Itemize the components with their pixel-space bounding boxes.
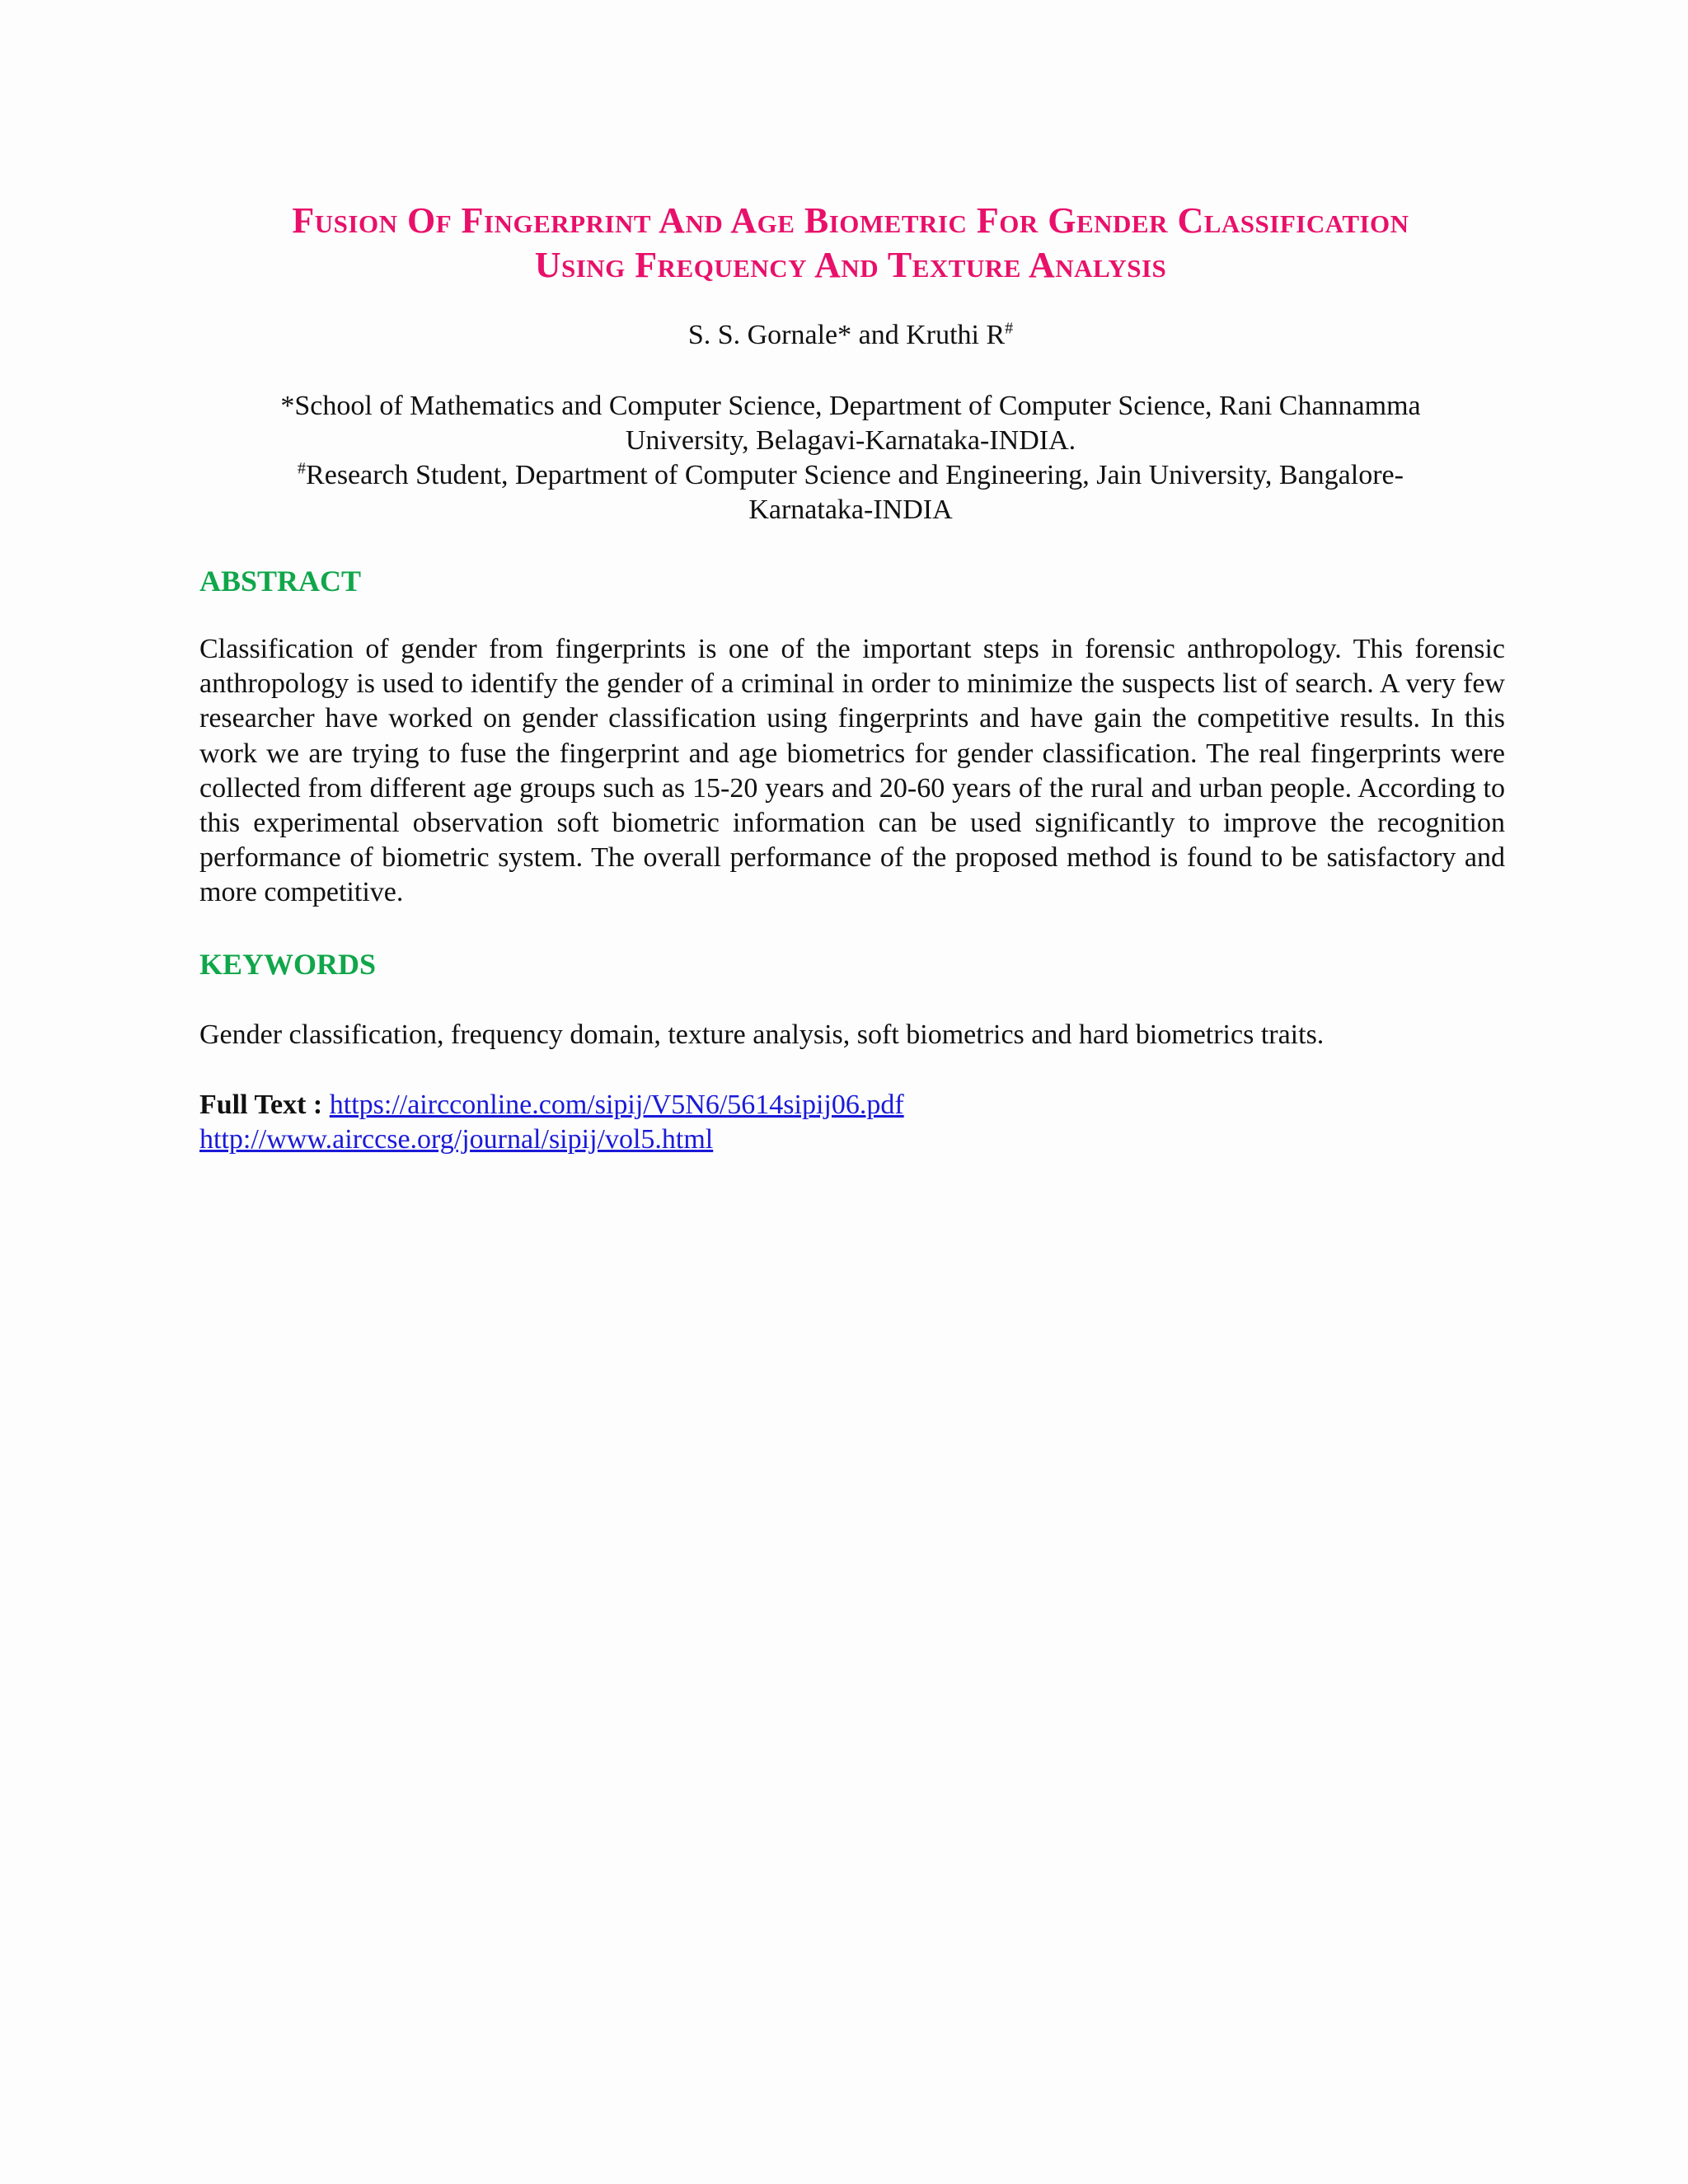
affiliation-2-line-1 bbox=[199, 458, 1502, 493]
affiliation-1-line-1: *School of Mathematics and Computer Science, Department of Computer Science, Rani Channamma bbox=[280, 391, 1421, 421]
full-text-line bbox=[199, 1088, 904, 1122]
paper-title-line-2: Using Frequency And Texture Analysis bbox=[534, 245, 1167, 285]
paper-title-line-1: Fusion Of Fingerprint And Age Biometric For Gender Classification bbox=[292, 200, 1409, 241]
author-list bbox=[199, 318, 1502, 353]
journal-volume-link[interactable]: http://www.airccse.org/journal/sipij/vol5.html bbox=[199, 1124, 714, 1155]
abstract-heading: ABSTRACT bbox=[199, 565, 362, 598]
affiliation-1-line-2: University, Belagavi-Karnataka-INDIA. bbox=[625, 425, 1076, 456]
keywords-body: Gender classification, frequency domain, texture analysis, soft biometrics and hard biometrics traits. bbox=[199, 1019, 1325, 1050]
affiliation-2-text: Research Student, Department of Computer Science and Engineering, Jain University, Bangalore- bbox=[306, 460, 1404, 490]
full-text-pdf-link[interactable]: https://aircconline.com/sipij/V5N6/5614sipij06.pdf bbox=[329, 1090, 904, 1120]
full-text-label: Full Text : bbox=[199, 1090, 323, 1120]
abstract-body: Classification of gender from fingerprints is one of the important steps in forensic anthropology. This forensic anthropology is used to identify the gender of a criminal in order to minimize the suspects list of search. A very few researcher have worked on gender classification using fingerprints and have gain the competitive results. In this work we are trying to fuse the fingerprint and age biometrics for gender classification. The real fingerprints were collected from different age groups such as 15-20 years and 20-60 years of the rural and urban people. According to this experimental observation soft biometric information can be used significantly to improve the recognition performance of biometric system. The overall performance of the proposed method is found to be satisfactory and more competitive. bbox=[199, 634, 1505, 908]
affiliation-2-marker: # bbox=[298, 459, 307, 478]
affiliation-2-line-2: Karnataka-INDIA bbox=[748, 494, 953, 525]
author-marker: # bbox=[1005, 319, 1014, 338]
journal-volume-line bbox=[199, 1122, 713, 1157]
author-names: S. S. Gornale* and Kruthi R bbox=[687, 320, 1006, 350]
keywords-heading: KEYWORDS bbox=[199, 948, 377, 981]
